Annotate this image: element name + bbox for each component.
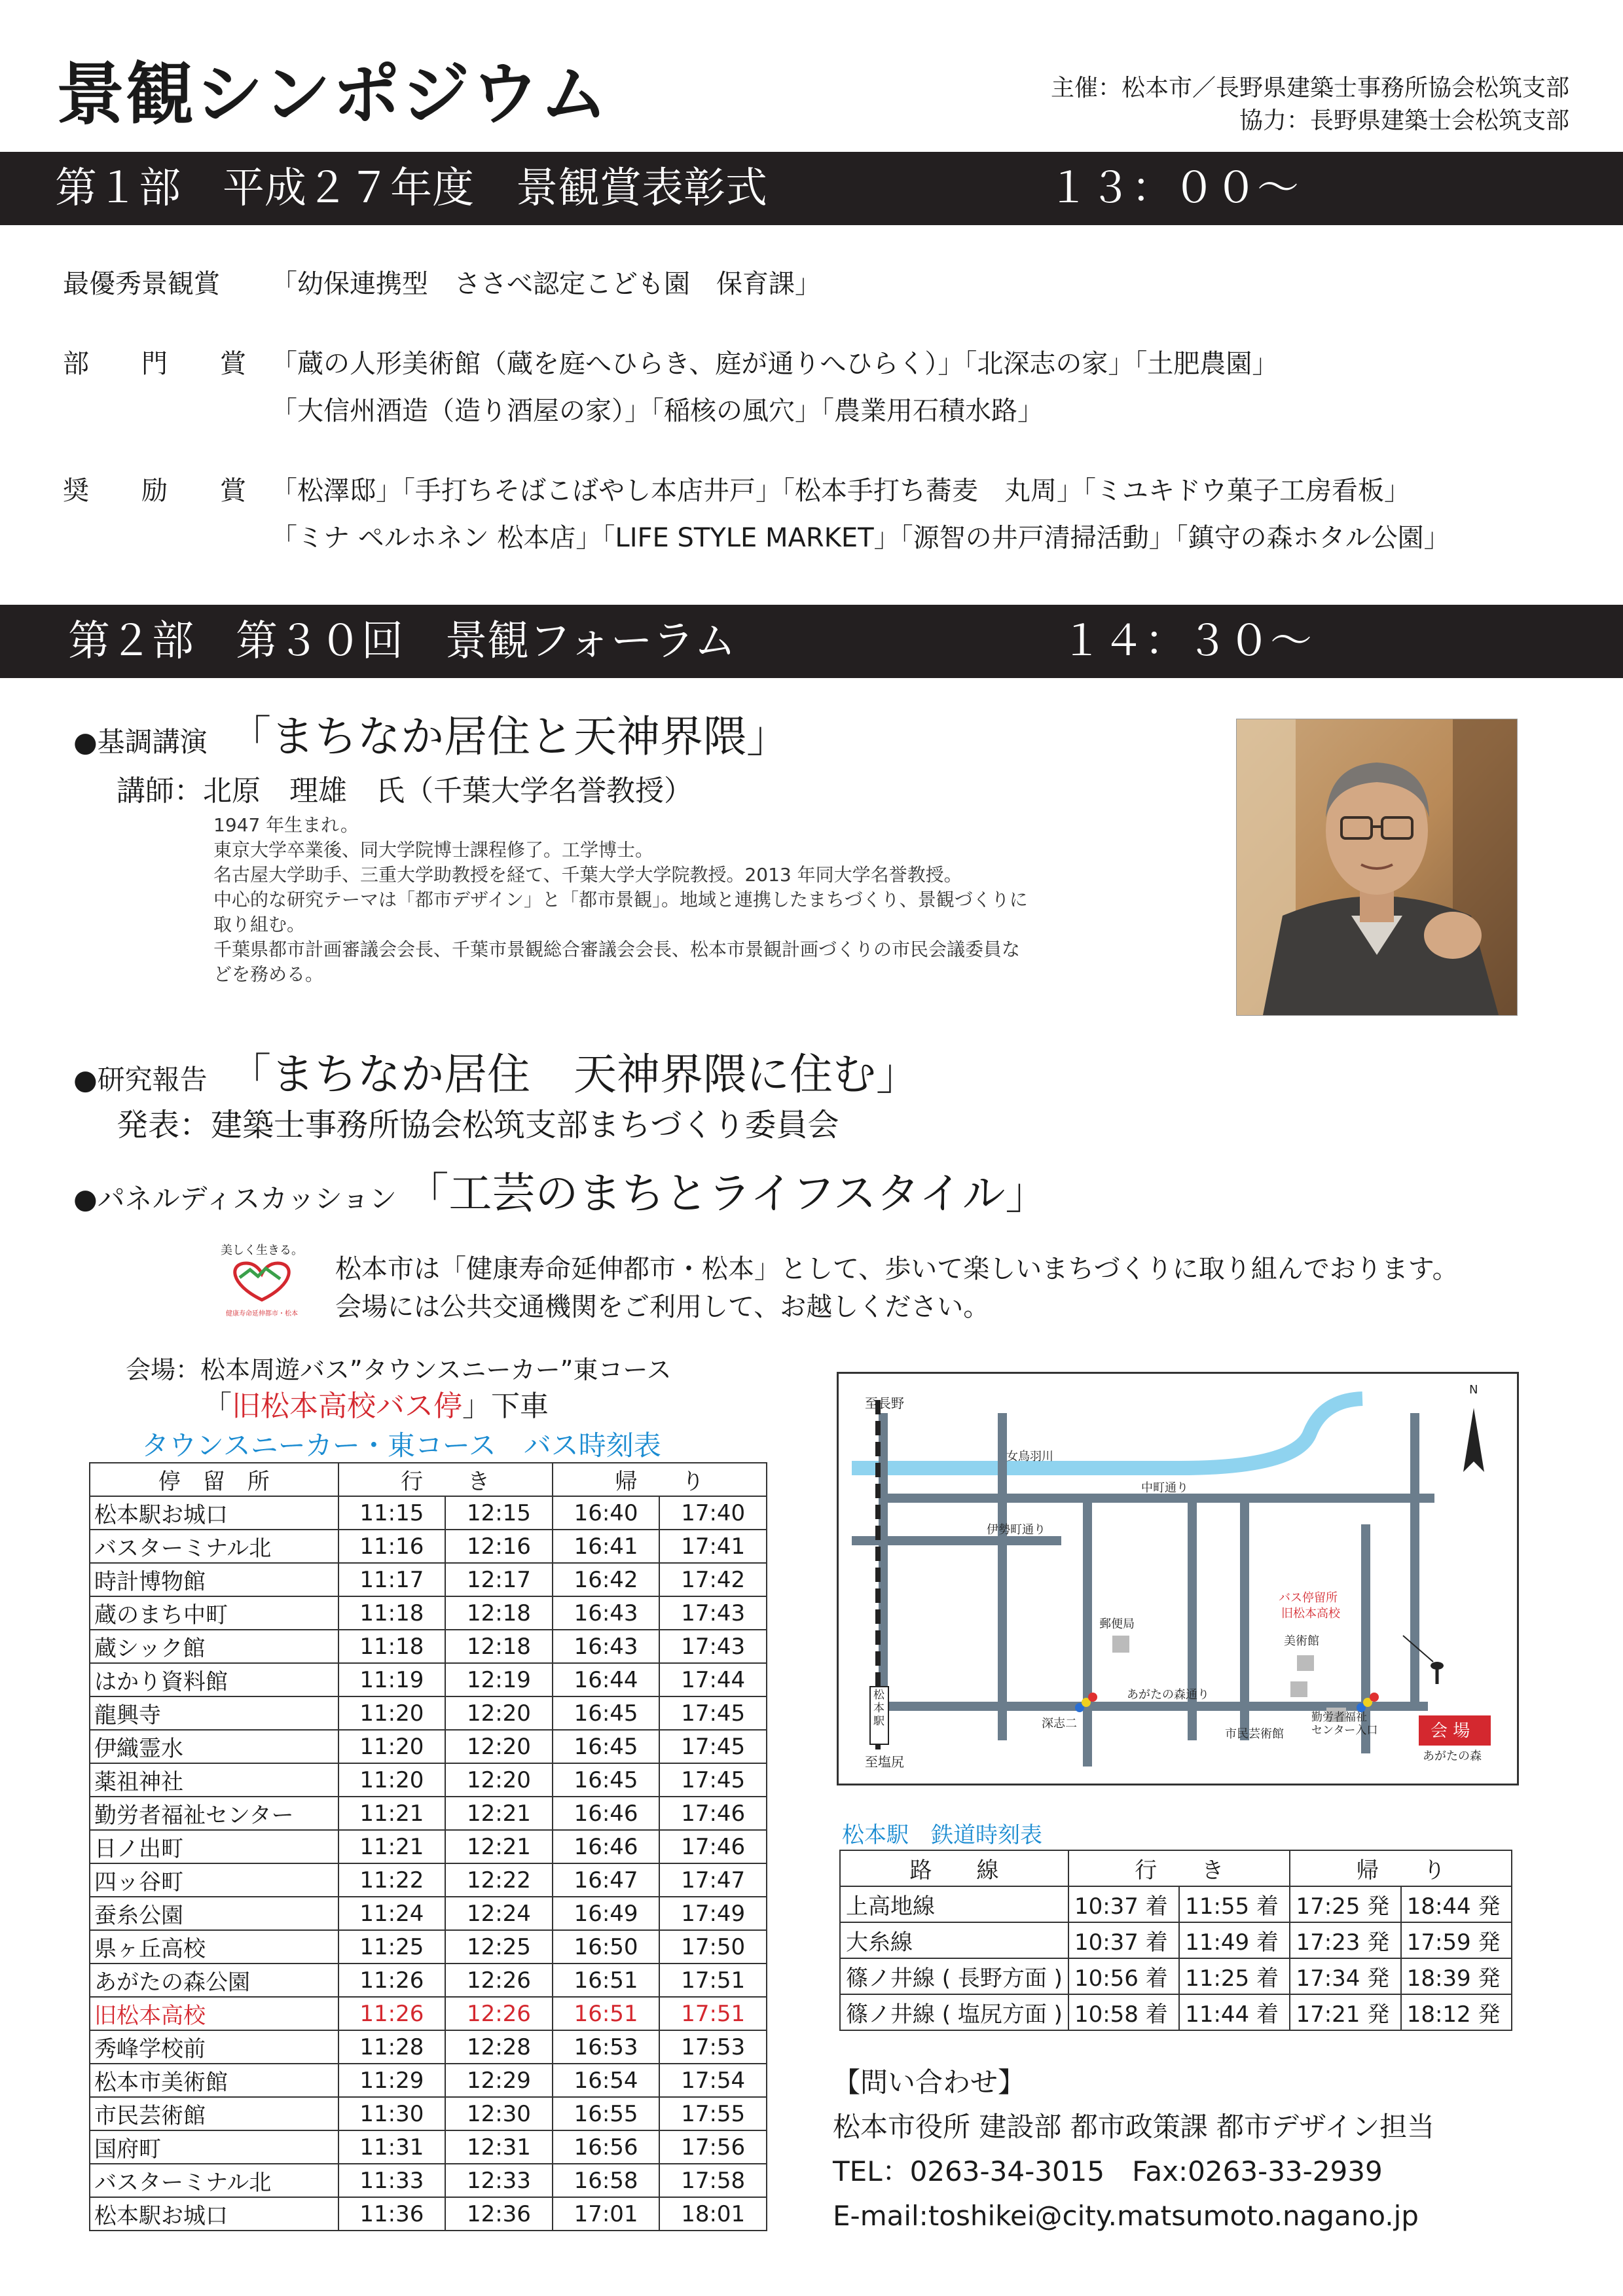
- label-agatanomori-street: あがたの森通り: [1127, 1688, 1209, 1702]
- table-row: [90, 1730, 767, 1763]
- awards-list: [63, 260, 1569, 562]
- time-cell: 11:18: [338, 1630, 446, 1663]
- logo-sub: 健康寿命延伸都市・松本: [226, 1310, 298, 1318]
- time-cell: 11:21: [338, 1830, 446, 1863]
- time-cell: 16:45: [553, 1696, 660, 1730]
- route-cell: 篠ノ井線 ( 長野方面 ): [840, 1958, 1068, 1994]
- stop-name-cell: バスターミナル北: [90, 2164, 338, 2197]
- time-cell: 17:46: [659, 1797, 767, 1830]
- time-cell: 11:36: [338, 2197, 446, 2231]
- time-cell: 11:25 着: [1179, 1958, 1290, 1994]
- notice-text: [335, 1250, 1459, 1326]
- time-cell: 12:20: [445, 1730, 553, 1763]
- stop-name-cell: 時計博物館: [90, 1563, 338, 1596]
- north-arrow-icon: [1463, 1408, 1484, 1472]
- time-cell: 17:45: [659, 1696, 767, 1730]
- bio-line: 千葉県都市計画審議会会長、千葉市景観総合審議会会長、松本市景観計画づくりの市民会議委員な: [213, 939, 1021, 960]
- header-route: 路 線: [840, 1850, 1068, 1886]
- time-cell: 11:33: [338, 2164, 446, 2197]
- report-heading: [73, 1039, 919, 1102]
- part2-bar: [0, 605, 1623, 678]
- route-cell: 上高地線: [840, 1886, 1068, 1922]
- table-row: [90, 1863, 767, 1897]
- time-cell: 17:53: [659, 2030, 767, 2064]
- time-cell: 12:29: [445, 2064, 553, 2097]
- label-shimin: 市民芸術館: [1225, 1727, 1284, 1741]
- label-north: N: [1469, 1383, 1478, 1397]
- time-cell: 16:49: [553, 1897, 660, 1930]
- contact-email[interactable]: E-mail:toshikei@city.matsumoto.nagano.jp: [833, 2200, 1419, 2232]
- time-cell: 17:01: [553, 2197, 660, 2231]
- time-cell: 17:45: [659, 1763, 767, 1797]
- bracket-open: 「: [203, 1390, 232, 1423]
- table-row: [90, 1897, 767, 1930]
- rail-table-header: [840, 1850, 1512, 1886]
- time-cell: 17:42: [659, 1563, 767, 1596]
- time-cell: 17:56: [659, 2130, 767, 2164]
- page-title: 景観シンポジウム: [56, 54, 610, 134]
- table-row: [90, 2130, 767, 2164]
- award-line: 「松澤邸」「手打ちそばこばやし本店井戸」「松本手打ち蕎麦 丸周」「ミユキドウ菓子工房看板」: [271, 476, 1410, 506]
- bullet-icon: ●: [73, 726, 98, 758]
- organizer: 主催：松本市／長野県建築士事務所協会松筑支部: [1050, 75, 1569, 101]
- route-cell: 大糸線: [840, 1922, 1068, 1958]
- contact-dept: 松本市役所 建設部 都市政策課 都市デザイン担当: [833, 2111, 1435, 2143]
- stop-name-cell: 県ヶ丘高校: [90, 1930, 338, 1964]
- table-row: [90, 1696, 767, 1730]
- time-cell: 11:44 着: [1179, 1994, 1290, 2030]
- bullet-icon: ●: [73, 1064, 98, 1096]
- bio-line: どを務める。: [213, 963, 324, 985]
- bracket-close: 」下車: [462, 1390, 549, 1423]
- table-row: [90, 1630, 767, 1663]
- stop-name-cell: あがたの森公園: [90, 1964, 338, 1997]
- label-river: 女鳥羽川: [1006, 1450, 1053, 1463]
- table-row: [90, 1830, 767, 1863]
- header-outbound: 行 き: [338, 1463, 553, 1496]
- time-cell: 12:26: [445, 1964, 553, 1997]
- speaker-bio: [213, 813, 1176, 987]
- time-cell: 18:01: [659, 2197, 767, 2231]
- time-cell: 17:51: [659, 1997, 767, 2030]
- time-cell: 18:12 発: [1401, 1994, 1512, 2030]
- table-row: [90, 1496, 767, 1530]
- time-cell: 10:37 着: [1068, 1922, 1179, 1958]
- award-label-category: 部 門 賞: [63, 349, 246, 379]
- time-cell: 16:54: [553, 2064, 660, 2097]
- table-row: [90, 2064, 767, 2097]
- part1-bar: [0, 152, 1623, 225]
- time-cell: 17:21 発: [1290, 1994, 1400, 2030]
- city-logo: [216, 1241, 308, 1319]
- part1-label: 第１部 平成２７年度 景観賞表彰式: [55, 164, 767, 213]
- rail-table-title: 松本駅 鉄道時刻表: [842, 1822, 1042, 1848]
- time-cell: 12:15: [445, 1496, 553, 1530]
- label-venue: 会 場: [1431, 1721, 1470, 1741]
- art-hall-block: [1290, 1681, 1307, 1697]
- panel-title: 「工芸のまちとライフスタイル」: [405, 1168, 1049, 1219]
- award-line: 「ミナ ペルホネン 松本店」「LIFE STYLE MARKET」「源智の井戸清掃活動」「鎮守の森ホタル公園」: [271, 523, 1450, 553]
- time-cell: 12:21: [445, 1830, 553, 1863]
- time-cell: 16:41: [553, 1530, 660, 1563]
- time-cell: 11:20: [338, 1696, 446, 1730]
- contact-heading: 【問い合わせ】: [833, 2066, 1026, 2098]
- time-cell: 11:31: [338, 2130, 446, 2164]
- table-row: [90, 1530, 767, 1563]
- table-row: [90, 1964, 767, 1997]
- label-station: 松本駅: [873, 1689, 884, 1728]
- access-stop: [203, 1382, 549, 1424]
- time-cell: 10:58 着: [1068, 1994, 1179, 2030]
- time-cell: 12:18: [445, 1596, 553, 1630]
- stop-name-cell: 勤労者福祉センター: [90, 1797, 338, 1830]
- time-cell: 12:20: [445, 1696, 553, 1730]
- time-cell: 11:24: [338, 1897, 446, 1930]
- time-cell: 11:20: [338, 1763, 446, 1797]
- time-cell: 11:15: [338, 1496, 446, 1530]
- stop-name-cell: 薬祖神社: [90, 1763, 338, 1797]
- time-cell: 12:17: [445, 1563, 553, 1596]
- access-line: 会場：松本周遊バス”タウンスニーカー”東コース: [126, 1355, 672, 1384]
- stop-name-cell: 四ッ谷町: [90, 1863, 338, 1897]
- time-cell: 17:59 発: [1401, 1922, 1512, 1958]
- time-cell: 16:55: [553, 2097, 660, 2130]
- time-cell: 16:47: [553, 1863, 660, 1897]
- header-return: 帰 り: [1290, 1850, 1512, 1886]
- stop-name-cell: 蔵のまち中町: [90, 1596, 338, 1630]
- time-cell: 16:46: [553, 1797, 660, 1830]
- label-bus-stop: バス停留所: [1279, 1591, 1338, 1605]
- table-row: [840, 1886, 1512, 1922]
- time-cell: 12:30: [445, 2097, 553, 2130]
- time-cell: 17:43: [659, 1630, 767, 1663]
- keynote-title: 「まちなか居住と天神界隈」: [228, 711, 790, 762]
- time-cell: 12:25: [445, 1930, 553, 1964]
- time-cell: 11:26: [338, 1997, 446, 2030]
- time-cell: 17:23 発: [1290, 1922, 1400, 1958]
- logo-text: 美しく生きる。: [221, 1244, 303, 1257]
- time-cell: 12:16: [445, 1530, 553, 1563]
- table-row: [90, 1997, 767, 2030]
- time-cell: 17:44: [659, 1663, 767, 1696]
- stop-name-cell: 松本駅お城口: [90, 1496, 338, 1530]
- stop-name-cell: 日ノ出町: [90, 1830, 338, 1863]
- label-fukashi: 深志二: [1042, 1717, 1077, 1731]
- time-cell: 12:28: [445, 2030, 553, 2064]
- time-cell: 11:49 着: [1179, 1922, 1290, 1958]
- time-cell: 17:40: [659, 1496, 767, 1530]
- label-to-shiojiri: 至塩尻: [865, 1754, 904, 1770]
- time-cell: 11:30: [338, 2097, 446, 2130]
- part2-time: １４：３０～: [1061, 617, 1312, 666]
- label-to-nagano: 至長野: [865, 1395, 904, 1411]
- time-cell: 17:34 発: [1290, 1958, 1400, 1994]
- time-cell: 17:47: [659, 1863, 767, 1897]
- heart-logo-icon: [216, 1258, 308, 1305]
- time-cell: 17:54: [659, 2064, 767, 2097]
- stop-name-cell: 旧松本高校: [90, 1997, 338, 2030]
- time-cell: 17:58: [659, 2164, 767, 2197]
- label-post-office: 郵便局: [1099, 1617, 1135, 1631]
- time-cell: 17:51: [659, 1964, 767, 1997]
- award-line: 「蔵の人形美術館（蔵を庭へひらき、庭が通りへひらく）」「北深志の家」「土肥農園」: [271, 349, 1279, 379]
- table-row: [90, 1563, 767, 1596]
- time-cell: 11:17: [338, 1563, 446, 1596]
- stop-name-cell: 秀峰学校前: [90, 2030, 338, 2064]
- river-shape: [852, 1399, 1362, 1468]
- time-cell: 16:53: [553, 2030, 660, 2064]
- bio-line: 名古屋大学助手、三重大学助教授を経て、千葉大学大学院教授。2013 年同大学名誉教授。: [213, 864, 962, 886]
- time-cell: 16:56: [553, 2130, 660, 2164]
- bus-timetable: [89, 1462, 767, 2231]
- time-cell: 12:33: [445, 2164, 553, 2197]
- award-line: 「幼保連携型 ささべ認定こども園 保育課」: [271, 269, 821, 299]
- bio-line: 中心的な研究テーマは「都市デザイン」と「都市景観」。地域と連携したまちづくり、景観づくりに: [213, 889, 1028, 910]
- rail-timetable: [839, 1850, 1512, 2031]
- table-row: [840, 1922, 1512, 1958]
- label-nakamachi: 中町通り: [1141, 1481, 1188, 1495]
- time-cell: 16:51: [553, 1964, 660, 1997]
- time-cell: 17:45: [659, 1730, 767, 1763]
- time-cell: 16:40: [553, 1496, 660, 1530]
- label-kinro-2: センター入口: [1311, 1724, 1378, 1737]
- time-cell: 12:26: [445, 1997, 553, 2030]
- time-cell: 12:24: [445, 1897, 553, 1930]
- notice-line: 会場には公共交通機関をご利用して、お越しください。: [335, 1292, 990, 1322]
- bio-line: 東京大学卒業後、同大学院博士課程修了。工学博士。: [213, 839, 654, 861]
- bus-stop-name: 旧松本高校バス停: [232, 1390, 462, 1423]
- time-cell: 12:22: [445, 1863, 553, 1897]
- report-presenter: 発表：建築士事務所協会松筑支部まちづくり委員会: [117, 1107, 839, 1143]
- label-museum: 美術館: [1284, 1634, 1319, 1648]
- stop-name-cell: はかり資料館: [90, 1663, 338, 1696]
- time-cell: 11:25: [338, 1930, 446, 1964]
- table-row: [90, 1797, 767, 1830]
- time-cell: 11:55 着: [1179, 1886, 1290, 1922]
- time-cell: 16:45: [553, 1730, 660, 1763]
- time-cell: 18:39 発: [1401, 1958, 1512, 1994]
- time-cell: 12:31: [445, 2130, 553, 2164]
- time-cell: 16:42: [553, 1563, 660, 1596]
- time-cell: 18:44 発: [1401, 1886, 1512, 1922]
- time-cell: 11:22: [338, 1863, 446, 1897]
- time-cell: 12:18: [445, 1630, 553, 1663]
- time-cell: 12:21: [445, 1797, 553, 1830]
- time-cell: 16:43: [553, 1596, 660, 1630]
- time-cell: 17:55: [659, 2097, 767, 2130]
- time-cell: 11:20: [338, 1730, 446, 1763]
- time-cell: 11:26: [338, 1964, 446, 1997]
- report-label: 研究報告: [97, 1064, 208, 1096]
- label-kinro-1: 勤労者福祉: [1311, 1711, 1367, 1724]
- keynote-heading: [73, 702, 790, 764]
- time-cell: 12:36: [445, 2197, 553, 2231]
- time-cell: 10:37 着: [1068, 1886, 1179, 1922]
- stop-name-cell: 龍興寺: [90, 1696, 338, 1730]
- report-title: 「まちなか居住 天神界隈に住む」: [228, 1049, 920, 1100]
- time-cell: 10:56 着: [1068, 1958, 1179, 1994]
- label-venue-sub: あがたの森: [1423, 1749, 1482, 1763]
- bio-line: 取り組む。: [213, 914, 306, 935]
- panel-label: パネルディスカッション: [97, 1183, 397, 1215]
- bio-line: 1947 年生まれ。: [213, 814, 359, 836]
- keynote-speaker: 講師：北原 理雄 氏（千葉大学名誉教授）: [117, 774, 693, 808]
- part2-label: 第２部 第３０回 景観フォーラム: [68, 617, 737, 666]
- header-stop: 停 留 所: [90, 1463, 338, 1496]
- time-cell: 17:41: [659, 1530, 767, 1563]
- route-cell: 篠ノ井線 ( 塩尻方面 ): [840, 1994, 1068, 2030]
- table-row: [90, 1596, 767, 1630]
- table-row: [840, 1994, 1512, 2030]
- bus-table-title: タウンスニーカー・東コース バス時刻表: [141, 1429, 661, 1462]
- table-row: [90, 2197, 767, 2231]
- cooperation: 協力：長野県建築士会松筑支部: [1239, 107, 1569, 134]
- post-office-block: [1112, 1636, 1129, 1653]
- time-cell: 12:20: [445, 1763, 553, 1797]
- table-row: [840, 1958, 1512, 1994]
- stop-name-cell: バスターミナル北: [90, 1530, 338, 1563]
- header-return: 帰 り: [553, 1463, 767, 1496]
- table-row: [90, 2164, 767, 2197]
- stop-name-cell: 蔵シック館: [90, 1630, 338, 1663]
- table-row: [90, 1663, 767, 1696]
- award-label-top: 最優秀景観賞: [63, 269, 220, 299]
- stop-name-cell: 松本市美術館: [90, 2064, 338, 2097]
- label-isemachi: 伊勢町通り: [987, 1523, 1046, 1537]
- time-cell: 11:19: [338, 1663, 446, 1696]
- contact-block: [833, 2060, 1434, 2238]
- stop-name-cell: 松本駅お城口: [90, 2197, 338, 2231]
- time-cell: 17:50: [659, 1930, 767, 1964]
- contact-tel: TEL：0263-34-3015 Fax:0263-33-2939: [833, 2155, 1383, 2187]
- stop-name-cell: 伊織霊水: [90, 1730, 338, 1763]
- speaker-photo: [1236, 719, 1518, 1016]
- stop-name-cell: 市民芸術館: [90, 2097, 338, 2130]
- time-cell: 11:18: [338, 1596, 446, 1630]
- time-cell: 11:16: [338, 1530, 446, 1563]
- bus-table-header: [90, 1463, 767, 1496]
- table-row: [90, 1763, 767, 1797]
- table-row: [90, 2097, 767, 2130]
- time-cell: 17:43: [659, 1596, 767, 1630]
- time-cell: 11:21: [338, 1797, 446, 1830]
- time-cell: 16:46: [553, 1830, 660, 1863]
- bullet-icon: ●: [73, 1183, 98, 1215]
- stop-name-cell: 国府町: [90, 2130, 338, 2164]
- time-cell: 16:43: [553, 1630, 660, 1663]
- award-line: 「大信州酒造（造り酒屋の家）」「稲核の風穴」「農業用石積水路」: [271, 396, 1044, 426]
- time-cell: 16:50: [553, 1930, 660, 1964]
- notice-line: 松本市は「健康寿命延伸都市・松本」として、歩いて楽しいまちづくりに取り組んでおります。: [335, 1254, 1459, 1284]
- museum-block: [1297, 1655, 1314, 1671]
- time-cell: 11:29: [338, 2064, 446, 2097]
- time-cell: 17:46: [659, 1830, 767, 1863]
- part1-time: １３：００～: [1048, 164, 1299, 213]
- access-map: [837, 1372, 1519, 1785]
- bus-stop-icon: [1431, 1662, 1444, 1684]
- header-outbound: 行 き: [1068, 1850, 1290, 1886]
- keynote-label: 基調講演: [97, 726, 208, 758]
- time-cell: 16:51: [553, 1997, 660, 2030]
- time-cell: 17:25 発: [1290, 1886, 1400, 1922]
- label-bus-stop-name: 旧松本高校: [1281, 1607, 1340, 1621]
- panel-heading: [73, 1158, 1049, 1221]
- time-cell: 11:28: [338, 2030, 446, 2064]
- time-cell: 16:58: [553, 2164, 660, 2197]
- table-row: [90, 1930, 767, 1964]
- stop-name-cell: 蚕糸公園: [90, 1897, 338, 1930]
- time-cell: 16:45: [553, 1763, 660, 1797]
- award-label-encourage: 奨 励 賞: [63, 476, 246, 506]
- time-cell: 16:44: [553, 1663, 660, 1696]
- table-row: [90, 2030, 767, 2064]
- time-cell: 17:49: [659, 1897, 767, 1930]
- time-cell: 12:19: [445, 1663, 553, 1696]
